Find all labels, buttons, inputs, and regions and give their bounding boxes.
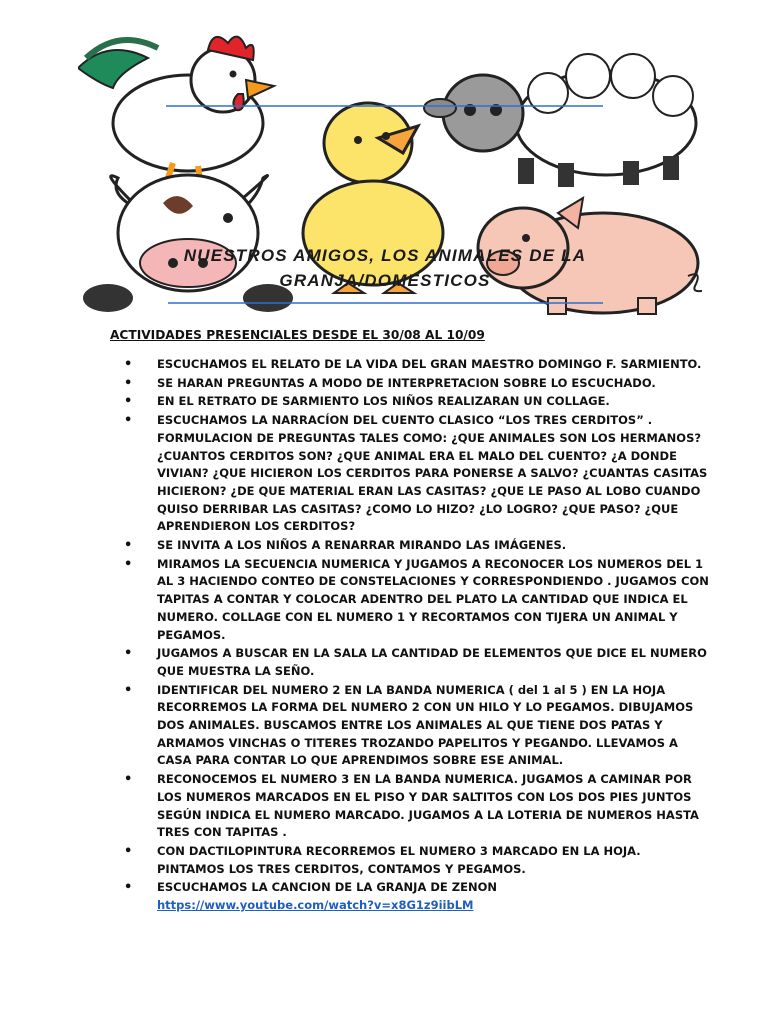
- list-item: [124, 645, 712, 680]
- bullet-icon: •: [124, 646, 133, 662]
- list-item-text: ESCUCHAMOS LA CANCION DE LA GRANJA DE ZENON: [157, 880, 497, 895]
- list-item-text: JUGAMOS A BUSCAR EN LA SALA LA CANTIDAD DE ELEMENTOS QUE DICE EL NUMERO QUE MUESTRA LA SEÑO.: [157, 646, 707, 678]
- list-item: [124, 879, 712, 914]
- list-item-text: CON DACTILOPINTURA RECORREMOS EL NUMERO 3 MARCADO EN LA HOJA. PINTAMOS LOS TRES CERDITOS, CONTAMOS Y PEGAMOS.: [157, 843, 641, 876]
- bullet-icon: •: [124, 843, 133, 859]
- bullet-icon: •: [124, 538, 133, 554]
- list-item: [124, 356, 712, 374]
- bullet-icon: •: [124, 394, 133, 410]
- bullet-icon: •: [124, 375, 133, 391]
- list-item: [124, 393, 712, 411]
- activities-subheading: ACTIVIDADES PRESENCIALES DESDE EL 30/08 AL 10/09: [110, 328, 485, 342]
- list-item-text: SE HARAN PREGUNTAS A MODO DE INTERPRETACION SOBRE LO ESCUCHADO.: [157, 375, 656, 390]
- list-item-text: MIRAMOS LA SECUENCIA NUMERICA Y JUGAMOS A RECONOCER LOS NUMEROS DEL 1 AL 3 HACIENDO CONTEO DE CONSTELACIONES Y CORRESPONDIENDO . JUGAMOS CON TAPITAS A CONTAR Y COLOCAR ADENTRO DEL PLATO LA CANTIDAD QUE INDICA EL NUMERO. COLLAGE CON EL NUMERO 1 Y RECORTAMOS CON TIJERA UN ANIMAL Y PEGAMOS.: [157, 556, 709, 642]
- title-line-1: NUESTROS AMIGOS, LOS ANIMALES DE LA: [183, 246, 587, 265]
- sheep-icon: [424, 54, 696, 187]
- bullet-icon: •: [124, 682, 133, 698]
- bullet-icon: •: [124, 357, 133, 372]
- bullet-icon: •: [124, 772, 133, 788]
- list-item: [124, 537, 712, 555]
- list-item-text: ESCUCHAMOS EL RELATO DE LA VIDA DEL GRAN MAESTRO DOMINGO F. SARMIENTO.: [157, 357, 702, 371]
- list-item: [124, 682, 712, 771]
- youtube-link[interactable]: https://www.youtube.com/watch?v=x8G1z9iibLM: [157, 898, 474, 913]
- activities-list: [113, 356, 712, 916]
- list-item-text: RECONOCEMOS EL NUMERO 3 EN LA BANDA NUMERICA. JUGAMOS A CAMINAR POR LOS NUMEROS MARCADOS EN EL PISO Y DAR SALTITOS CON LOS DOS PIES JUNTOS SEGÚN INDICA EL NUMERO MARCADO. JUGAMOS A LA LOTERIA DE NUMEROS HASTA TRES CON TAPITAS .: [157, 772, 699, 840]
- list-item: [124, 843, 712, 878]
- list-item-text: IDENTIFICAR DEL NUMERO 2 EN LA BANDA NUMERICA ( del 1 al 5 ) EN LA HOJA RECORREMOS LA FORMA DEL NUMERO 2 CON UN HILO Y LO PEGAMOS. DIBUJAMOS DOS ANIMALES. BUSCAMOS ENTRE LOS ANIMALES AL QUE TIENE DOS PATAS Y ARMAMOS VINCHAS O TITERES TROZANDO PAPELITOS Y PEGANDO. LLEVAMOS A CASA PARA CONTAR LO QUE APRENDIMOS SOBRE ESE ANIMAL.: [157, 682, 694, 768]
- list-item-text: ESCUCHAMOS LA NARRACÍON DEL CUENTO CLASICO “LOS TRES CERDITOS” . FORMULACION DE PREGUNTAS TALES COMO: ¿QUE ANIMALES SON LOS HERMANOS? ¿CUANTOS CERDITOS SON? ¿QUE ANIMAL ERA EL MALO DEL CUENTO? ¿A DONDE VIVIAN? ¿QUE HICIERON LOS CERDITOS PARA PONERSE A SALVO? ¿CUANTAS CASITAS HICIERON? ¿DE QUE MATERIAL ERAN LAS CASITAS? ¿QUE LE PASO AL LOBO CUANDO QUISO DERRIBAR LAS CASITAS? ¿COMO LO HIZO? ¿LO LOGRO? ¿QUE PASO? ¿QUE APRENDIERON LOS CERDITOS?: [157, 413, 708, 534]
- list-item: [124, 412, 712, 536]
- list-item-text: SE INVITA A LOS NIÑOS A RENARRAR MIRANDO LAS IMÁGENES.: [157, 538, 567, 553]
- list-item: [124, 556, 712, 645]
- bullet-icon: •: [124, 413, 133, 429]
- document-title: [150, 243, 620, 293]
- list-item: [124, 375, 712, 393]
- title-line-2: GRANJA/DOMESTICOS: [279, 271, 491, 290]
- bullet-icon: •: [124, 556, 133, 572]
- list-item-text: EN EL RETRATO DE SARMIENTO LOS NIÑOS REALIZARAN UN COLLAGE.: [157, 394, 610, 409]
- hen-icon: [78, 37, 274, 180]
- list-item: [124, 771, 712, 842]
- bullet-icon: •: [124, 880, 133, 896]
